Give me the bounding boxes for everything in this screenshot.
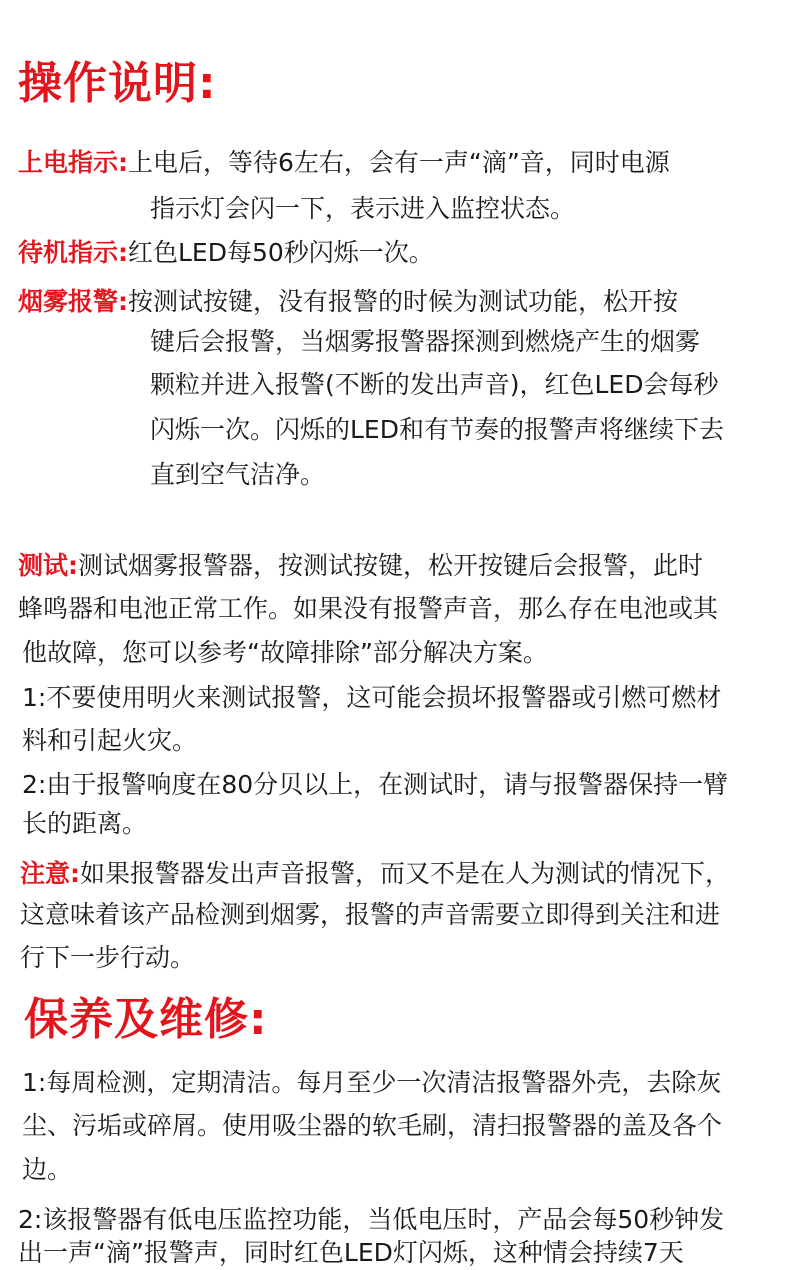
smoke-alarm-text-3: 颗粒并进入报警(不断的发出声音)，红色LED会每秒 [150, 370, 719, 399]
power-indicator-line-1 [18, 146, 670, 180]
power-indicator-text-1: 上电后，等待6左右，会有一声“滴”音，同时电源 [128, 148, 670, 177]
standby-indicator-text-1: 红色LED每50秒闪烁一次。 [128, 238, 434, 267]
smoke-alarm-label: 烟雾报警: [18, 287, 128, 316]
test-text-7: 长的距离。 [22, 809, 148, 838]
maintenance-text-3: 边。 [22, 1155, 73, 1184]
standby-indicator-line-1 [18, 236, 434, 270]
test-text-5: 料和引起火灾。 [22, 726, 198, 755]
notice-line-1 [20, 857, 730, 891]
notice-label: 注意: [20, 859, 80, 888]
smoke-alarm-text-5: 直到空气洁净。 [150, 460, 326, 489]
test-label: 测试: [18, 551, 78, 580]
standby-indicator-label: 待机指示: [18, 238, 128, 267]
power-indicator-label: 上电指示: [18, 148, 128, 177]
notice-text-2: 这意味着该产品检测到烟雾，报警的声音需要立即得到关注和进 [20, 900, 721, 929]
smoke-alarm-text-2: 键后会报警，当烟雾报警器探测到燃烧产生的烟雾 [150, 327, 701, 356]
smoke-alarm-text-1: 按测试按键，没有报警的时候为测试功能，松开按 [128, 287, 679, 316]
operation-heading: 操作说明: [18, 58, 217, 109]
test-text-1: 测试烟雾报警器，按测试按键，松开按键后会报警，此时 [78, 551, 704, 580]
test-line-1 [18, 549, 703, 583]
smoke-alarm-text-4: 闪烁一次。闪烁的LED和有节奏的报警声将继续下去 [150, 415, 724, 444]
maintenance-heading: 保养及维修: [24, 994, 268, 1045]
test-text-3: 他故障，您可以参考“故障排除”部分解决方案。 [22, 638, 548, 667]
test-text-6: 2:由于报警响度在80分贝以上，在测试时，请与报警器保持一臂 [22, 770, 729, 799]
maintenance-text-5: 出一声“滴”报警声，同时红色LED灯闪烁，这种情会持续7天 [18, 1238, 684, 1267]
notice-text-3: 行下一步行动。 [20, 943, 196, 972]
power-indicator-text-2: 指示灯会闪一下，表示进入监控状态。 [150, 194, 576, 223]
smoke-alarm-line-1 [18, 285, 678, 319]
maintenance-text-4: 2:该报警器有低电压监控功能，当低电压时，产品会每50秒钟发 [18, 1205, 725, 1234]
test-text-2: 蜂鸣器和电池正常工作。如果没有报警声音，那么存在电池或其 [18, 594, 719, 623]
notice-text-1: 如果报警器发出声音报警，而又不是在人为测试的情况下， [80, 859, 731, 888]
test-text-4: 1:不要使用明火来测试报警，这可能会损坏报警器或引燃可燃材 [22, 683, 722, 712]
maintenance-text-2: 尘、污垢或碎屑。使用吸尘器的软毛刷，清扫报警器的盖及各个 [22, 1111, 723, 1140]
maintenance-text-1: 1:每周检测，定期清洁。每月至少一次清洁报警器外壳，去除灰 [22, 1068, 722, 1097]
